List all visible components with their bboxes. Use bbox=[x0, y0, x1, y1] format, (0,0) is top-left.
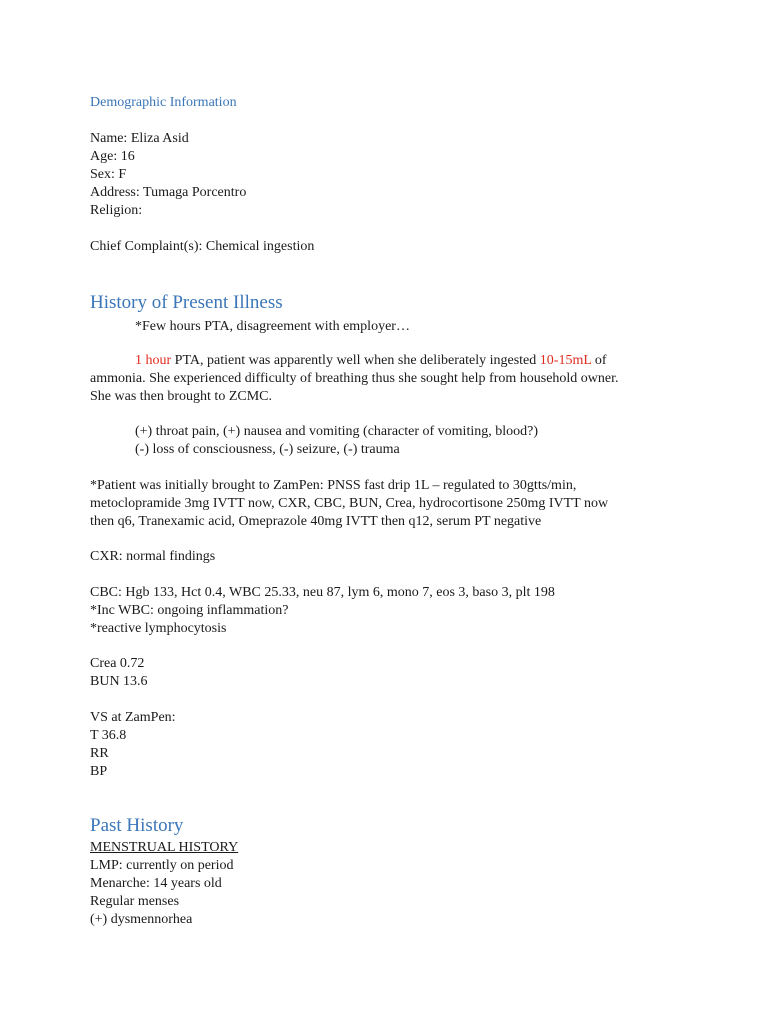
vital-sign-temperature: T 36.8 bbox=[90, 728, 127, 743]
hpi-heading: History of Present Illness bbox=[90, 292, 283, 313]
zampen-line-2: metoclopramide 3mg IVTT now, CXR, CBC, BUN, Crea, hydrocortisone 250mg IVTT now bbox=[90, 496, 609, 511]
dysmenorrhea-entry: (+) dysmennorhea bbox=[90, 912, 193, 927]
cbc-note-2: *reactive lymphocytosis bbox=[90, 621, 227, 636]
menstrual-history-heading: MENSTRUAL HISTORY bbox=[90, 840, 239, 855]
chief-complaint: Chief Complaint(s): Chemical ingestion bbox=[90, 239, 315, 254]
patient-age: Age: 16 bbox=[90, 149, 135, 164]
hpi-text-segment: PTA, patient was apparently well when she deliberately ingested bbox=[171, 353, 540, 368]
menarche-entry: Menarche: 14 years old bbox=[90, 876, 222, 891]
hpi-paragraph-line-3: She was then brought to ZCMC. bbox=[90, 389, 272, 404]
vital-signs-heading: VS at ZamPen: bbox=[90, 710, 176, 725]
hpi-line-1: *Few hours PTA, disagreement with employer… bbox=[135, 319, 410, 334]
cbc-note-1: *Inc WBC: ongoing inflammation? bbox=[90, 603, 289, 618]
hpi-time-highlight: 1 hour bbox=[135, 353, 172, 368]
patient-sex: Sex: F bbox=[90, 167, 127, 182]
zampen-line-3: then q6, Tranexamic acid, Omeprazole 40mg IVTT then q12, serum PT negative bbox=[90, 514, 542, 529]
cbc-result: CBC: Hgb 133, Hct 0.4, WBC 25.33, neu 87, lym 6, mono 7, eos 3, baso 3, plt 198 bbox=[90, 585, 555, 600]
demographics-heading: Demographic Information bbox=[90, 95, 237, 110]
hpi-amount-highlight: 10-15mL bbox=[539, 353, 592, 368]
hpi-symptoms-negative: (-) loss of consciousness, (-) seizure, (-) trauma bbox=[135, 442, 400, 457]
bun-result: BUN 13.6 bbox=[90, 674, 148, 689]
lmp-entry: LMP: currently on period bbox=[90, 858, 234, 873]
hpi-paragraph-line-2: ammonia. She experienced difficulty of breathing thus she sought help from household owner. bbox=[90, 371, 619, 386]
cxr-result: CXR: normal findings bbox=[90, 549, 216, 564]
hpi-text-segment: of bbox=[591, 353, 607, 368]
patient-religion: Religion: bbox=[90, 203, 143, 218]
hpi-symptoms-positive: (+) throat pain, (+) nausea and vomiting (character of vomiting, blood?) bbox=[135, 424, 538, 439]
vital-sign-rr: RR bbox=[90, 746, 109, 761]
zampen-line-1: *Patient was initially brought to ZamPen: PNSS fast drip 1L – regulated to 30gtts/min, bbox=[90, 478, 577, 493]
crea-result: Crea 0.72 bbox=[90, 656, 145, 671]
regular-menses-entry: Regular menses bbox=[90, 894, 180, 909]
past-history-heading: Past History bbox=[90, 815, 184, 836]
patient-name: Name: Eliza Asid bbox=[90, 131, 189, 146]
vital-sign-bp: BP bbox=[90, 764, 108, 779]
patient-address: Address: Tumaga Porcentro bbox=[90, 185, 247, 200]
hpi-paragraph-line-1 bbox=[135, 352, 607, 370]
